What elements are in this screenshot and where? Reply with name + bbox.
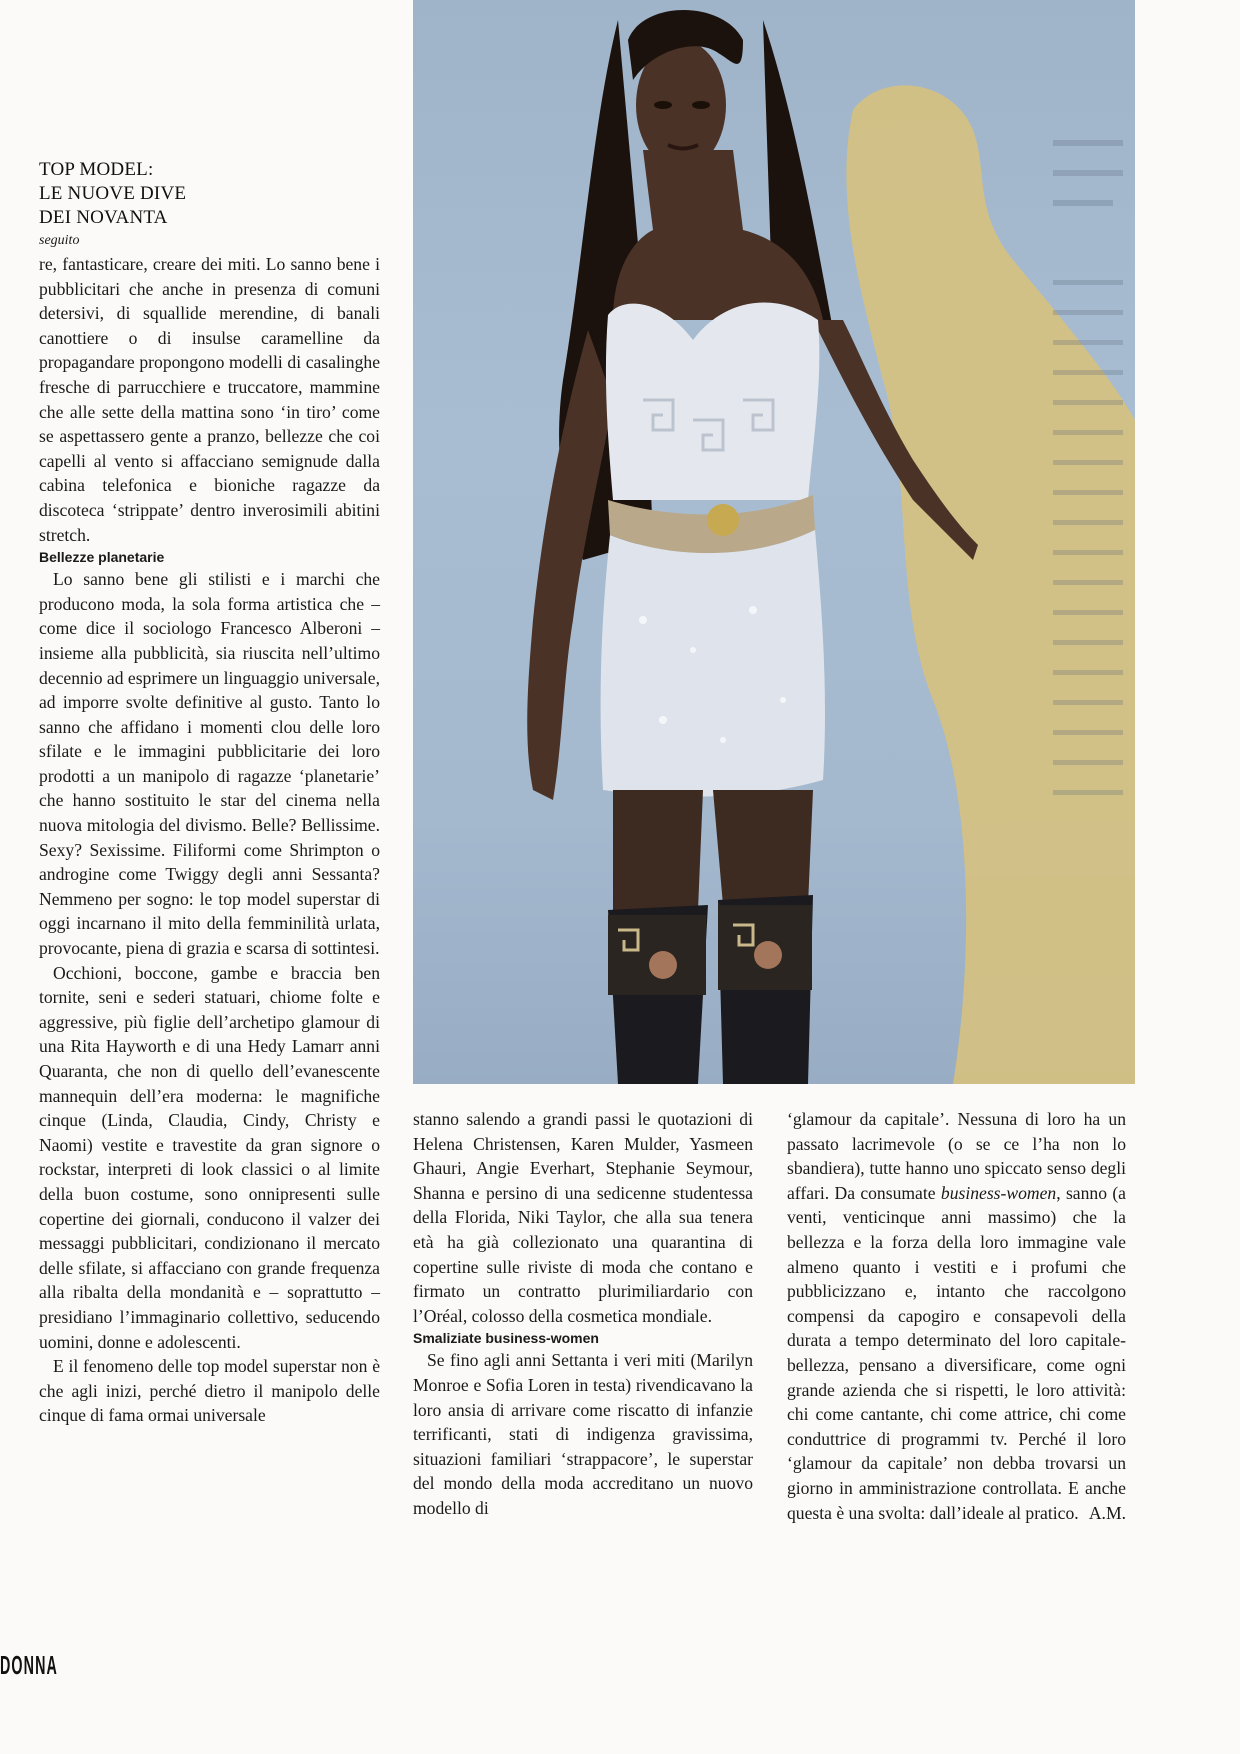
- paragraph: Lo sanno bene gli stilisti e i marchi che producono moda, la sola forma artistica che – come dice il sociologo Francesco Alberoni – insieme alla pubblicità, sia riuscita nell’ultimo decennio ad esprimere un linguaggio universale, ad imporre svolte definitive al gusto. Tanto lo sanno che affidano i momenti clou delle loro sfilate e le immagini pubblicitarie dei loro prodotti a un manipolo di ragazze ‘planetarie’ che hanno sostituito le star del cinema nella nuova mitologia del divismo. Belle? Bellissime. Sexy? Sexissime. Filiformi come Shrimpton o androgine come Twiggy degli anni Sessanta? Nemmeno per sogno: le top model superstar di oggi incarnano il mito della femminilità urlata, provocante, piena di grazia e scarsa di sottintesi.: [39, 569, 381, 959]
- fashion-photo: [413, 0, 1135, 1084]
- magazine-logo: DONNA: [0, 1650, 58, 1680]
- continued-label: seguito: [39, 233, 80, 248]
- paragraph: Se fino agli anni Settanta i veri miti (Marilyn Monroe e Sofia Loren in testa) rivendicavano la loro ansia di arrivare come riscatto di infanzie terrificanti, stati di indigenza gravissima, situazioni familiari ‘strappacore’, le superstar del mondo della moda accreditano un nuovo modello di: [413, 1350, 753, 1518]
- paragraph: re, fantasticare, creare dei miti. Lo sanno bene i pubblicitari che anche in presenza di comuni detersivi, di squallide merendine, di banali canottiere o di insulse caramelline da propagandare propongono modelli di casalinghe fresche di parrucchiere e truccatore, mammine che alle sette della mattina sono ‘in tiro’ come se aspettassero gente a pranzo, bellezze che coi capelli al vento si affacciano semignude dalla cabina telefonica e bioniche ragazze da discoteca ‘strippate’ dentro inverosimili abitini stretch.: [39, 254, 380, 545]
- paragraph: E il fenomeno delle top model superstar non è che agli inizi, perché dietro il manipolo delle cinque di fama ormai universale: [39, 1356, 380, 1426]
- text-run: ‘glamour da capitale’. Nessuna di loro ha un passato lacrimevole (o se ce l’ha non lo sbandiera), tutte hanno uno spiccato senso degli affari. Da consumate: [787, 1109, 1126, 1203]
- author-signature: A.M.: [1088, 1502, 1126, 1523]
- column-2: [413, 1107, 753, 1521]
- paragraph: Occhioni, boccone, gambe e braccia ben tornite, seni e sederi statuari, chiome folte e aggressive, più figlie dell’archetipo glamour di una Rita Hayworth e di una Hedy Lamarr anni Quaranta, che non di quello dell’evanescente mannequin dell’era moderna: le magnifiche cinque (Linda, Claudia, Cindy, Christy e Naomi) vestite e travestite da gran signore o rockstar, interpreti di look classici o al limite della buon costume, sono onnipresenti sulle copertine dei giornali, conducono il valzer dei messaggi pubblicitari, condizionano il mercato delle sfilate, si affacciano con grande frequenza alla ribalta della mondanità e – soprattutto – presidiano l’immaginario collettivo, seducendo uomini, donne e adolescenti.: [39, 962, 380, 1352]
- subheading: Smaliziate business-women: [413, 1330, 599, 1347]
- article-title-line-3: DEI NOVANTA: [39, 207, 168, 228]
- italic-term: business-women: [940, 1182, 1057, 1203]
- column-1: [39, 158, 380, 1428]
- paragraph: [787, 1107, 1126, 1525]
- model-illustration: [413, 0, 1135, 1084]
- paragraph: stanno salendo a grandi passi le quotazioni di Helena Christensen, Karen Mulder, Yasmeen Ghauri, Angie Everhart, Stephanie Seymour, Shanna e persino di una sedicenne studentessa della Florida, Niki Taylor, che alla sua tenera età ha già collezionato una quarantina di copertine sulle riviste di moda che contano e firmato un contratto plurimiliardario con l’Oréal, colosso della cosmetica mondiale.: [413, 1109, 753, 1326]
- article-title-line-2: LE NUOVE DIVE: [39, 183, 187, 204]
- subheading: Bellezze planetarie: [39, 549, 165, 566]
- text-run: , sanno (a venti, venticinque anni massimo) che la bellezza e la forza della loro immagine vale almeno quanto i vestiti e i profumi che pubblicizzano e, intanto che raccolgono compensi da capogiro e consapevoli della durata a tempo determinato del loro capitale-bellezza, pensano a diversificare, come ogni grande azienda che si rispetti, le loro attività: chi come cantante, chi come attrice, chi come conduttrice di programmi tv. Perché il loro ‘glamour da capitale’ non debba trovarsi un giorno in amministrazione controllata. E anche questa è una svolta: dall’ideale al pratico.: [787, 1182, 1126, 1523]
- column-3: [787, 1107, 1126, 1525]
- article-title-line-1: TOP MODEL:: [39, 159, 154, 180]
